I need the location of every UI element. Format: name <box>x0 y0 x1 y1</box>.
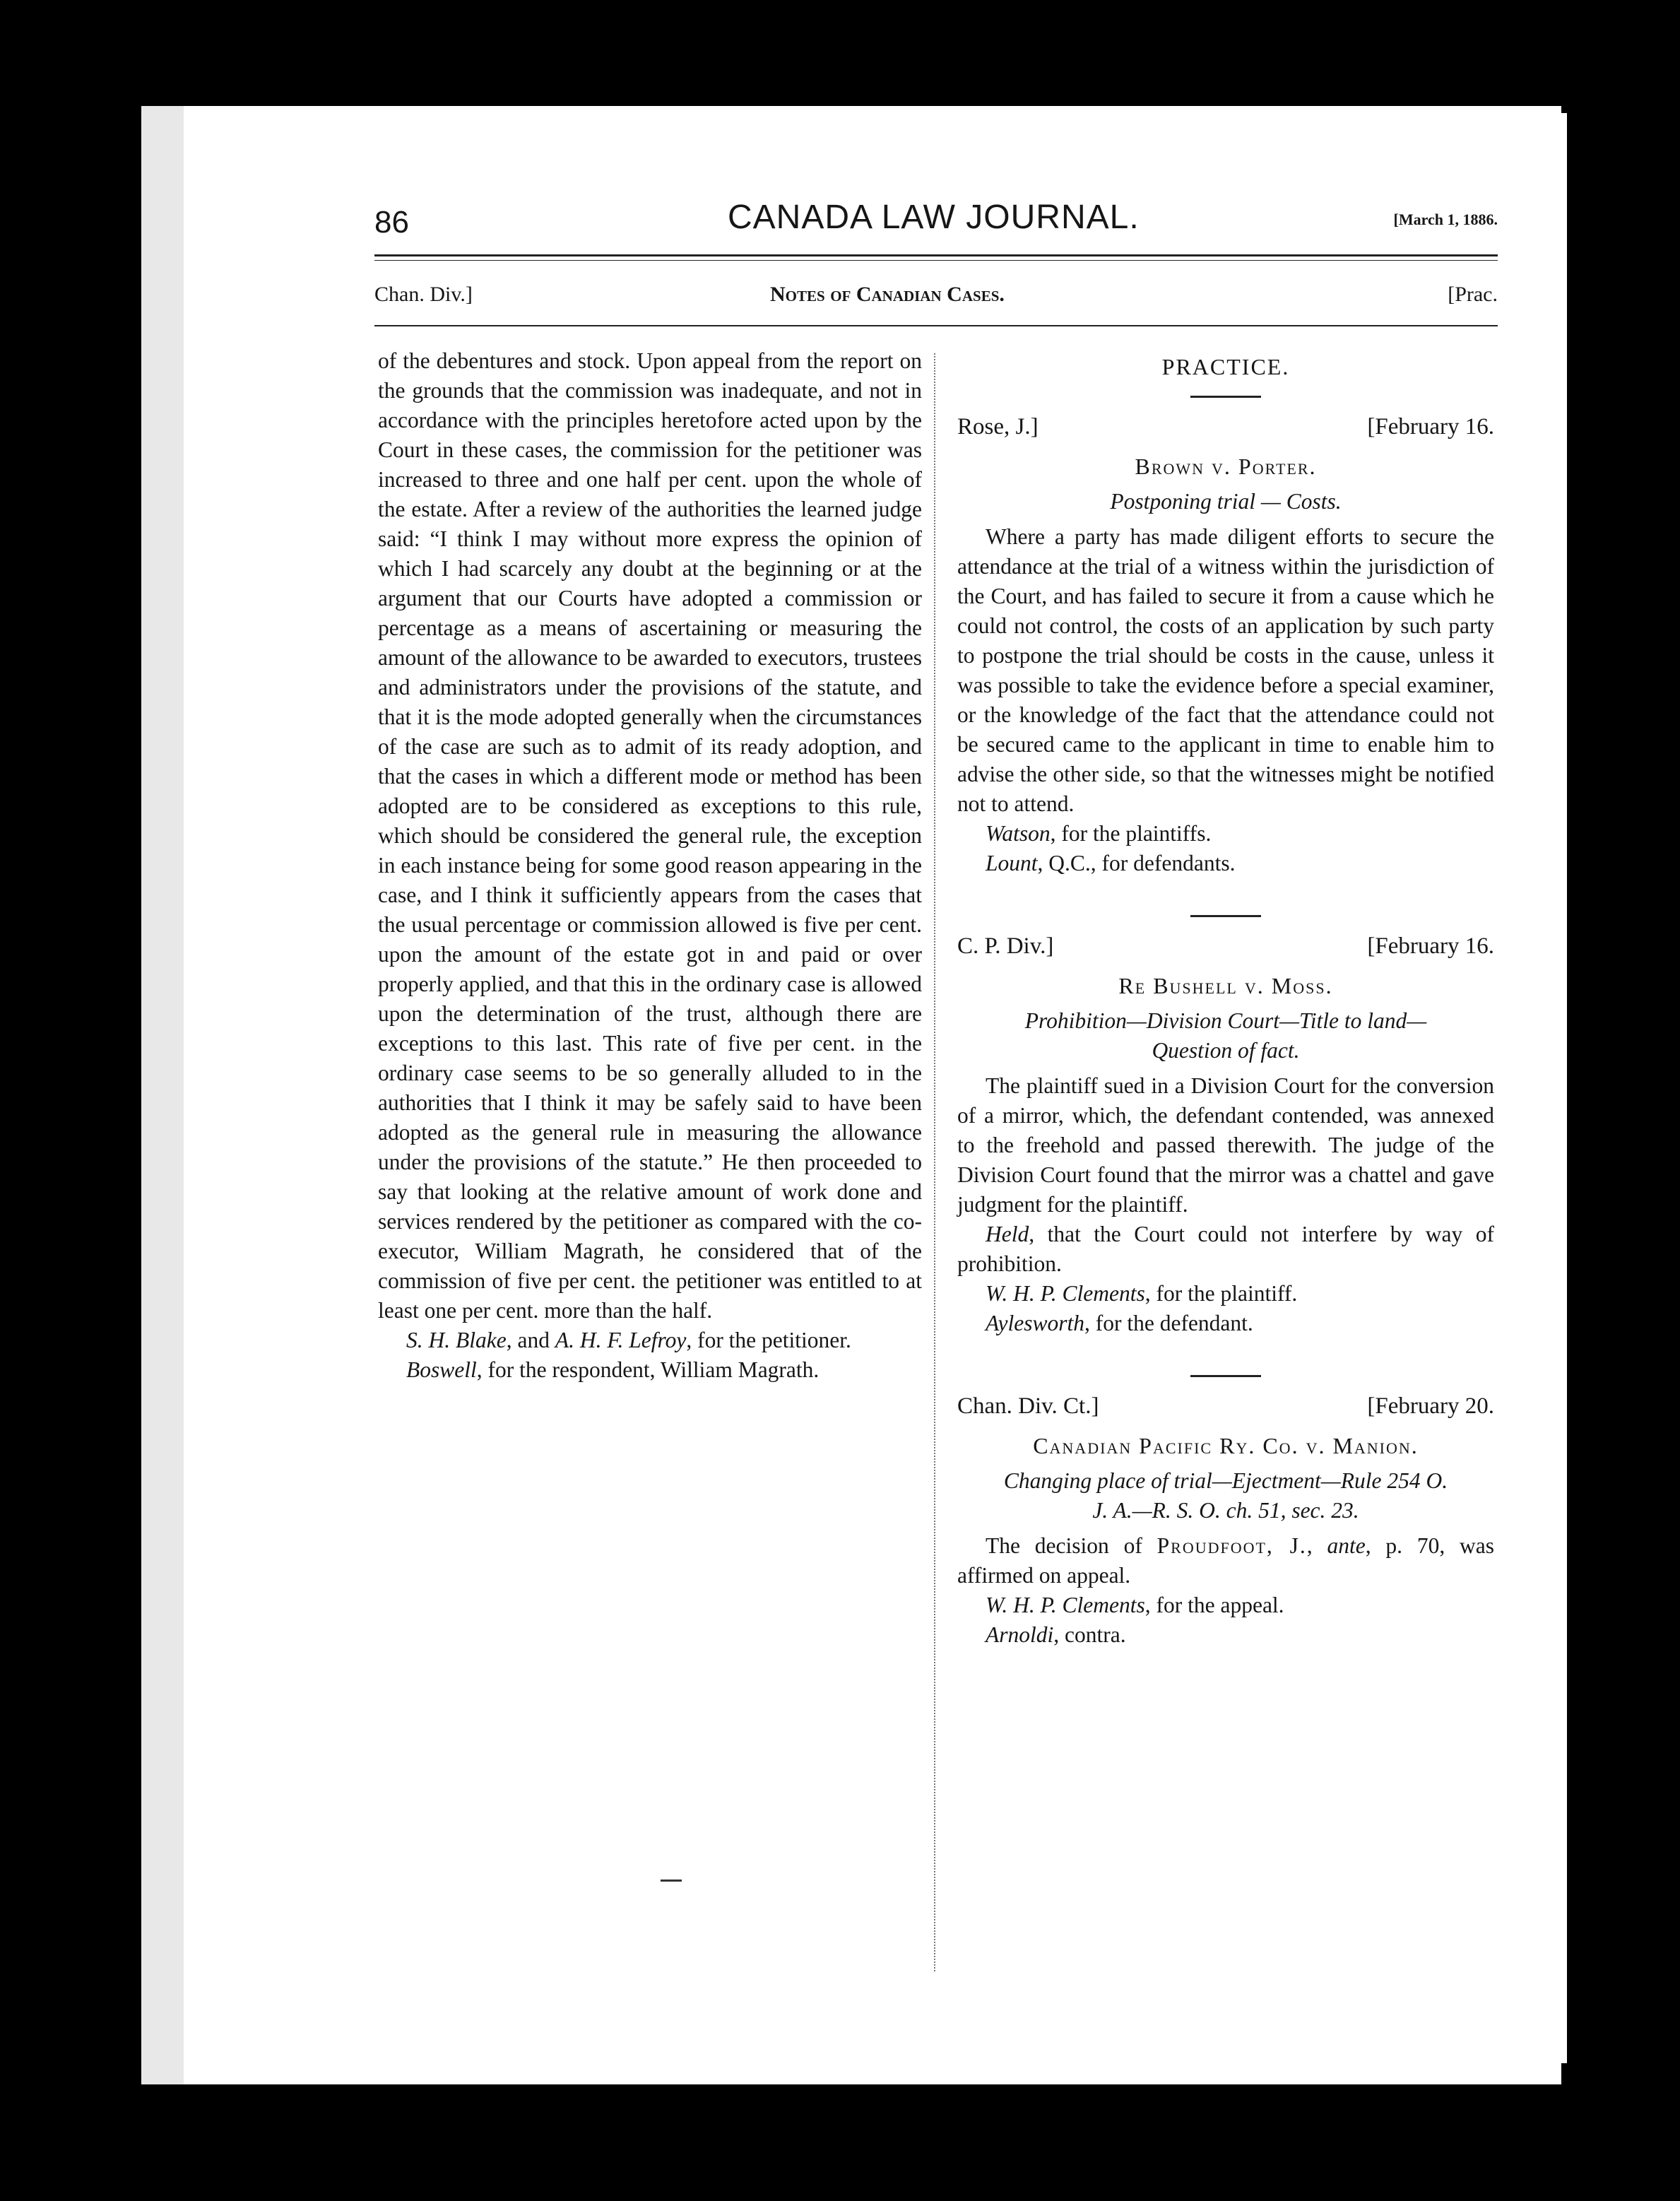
held-word: Held <box>986 1222 1029 1246</box>
counsel-line <box>957 1309 1494 1338</box>
issue-date: [March 1, 1886. <box>1393 211 1498 228</box>
ante-word: ante <box>1327 1533 1366 1558</box>
scan-border-right <box>1567 0 1680 2201</box>
page-number: 86 <box>374 205 409 240</box>
edge-fragment: th <box>1625 1480 1648 1509</box>
running-head-right: [Prac. <box>1448 283 1498 306</box>
column-end-mark <box>661 1880 682 1882</box>
counsel-name: Aylesworth <box>986 1311 1084 1335</box>
case-date: [February 16. <box>1367 933 1494 959</box>
counsel-role: , for the petitioner. <box>686 1328 851 1352</box>
edge-fragment: a <box>1625 1516 1638 1545</box>
case-court-line <box>957 931 1494 965</box>
counsel-name: Watson <box>986 821 1051 846</box>
header-rule-thin <box>374 260 1498 261</box>
case-body-text: , p. 70, was affirmed on appeal. <box>957 1533 1494 1588</box>
running-head-left: Chan. Div.] <box>374 283 473 306</box>
left-body-paragraph: of the debentures and stock. Upon appeal from the report on the grounds that the commission was inadequate, and not in accordance with the principles heretofore acted upon by the Court in these cases, the commission for the petitioner was increased to three and one half per cent. upon the whole of the estate. After a review of the authorities the learned judge said: “I think I may without more express the opinion of which I had scarcely any doubt at the beginning or at the argument that our Courts have adopted a commission or percentage as a means of ascertaining or measuring the amount of the allowance to be awarded to executors, trustees and administrators under the provisions of the statute, and that it is the mode adopted generally when the circumstances of the case are such as to admit of its ready adoption, and that the cases in which a different mode or method has been adopted are to be considered as exceptions to this rule, which should be considered the general rule, the exception in each instance being for some good reason appearing in the case, and I think it sufficiently appears from the cases that the usual percentage or commission allowed is five per cent. upon the amount of the estate got in and paid or over properly applied, and that this in the ordinary case is allowed upon the determination of the trust, although there are exceptions to this last. This rate of five per cent. in the ordinary case seems to be so generally alluded to in the authorities that I think it may be safely said to have been adopted as the general rule in measuring the allowance under the provisions of the statute.” He then proceeded to say that looking at the relative amount of work done and services rendered by the petitioner as compared with the co-executor, William Magrath, he considered that of the commission of five per cent. the petitioner was entitled to at least one per cent. more than the half. <box>378 348 922 1323</box>
header-rule-thick <box>374 254 1498 256</box>
case-body <box>957 1531 1494 1591</box>
page-edge-shadow <box>141 106 184 2084</box>
counsel-line <box>957 1279 1494 1309</box>
journal-title: CANADA LAW JOURNAL. <box>728 199 1140 236</box>
case-court-line <box>957 412 1494 446</box>
case-court: Chan. Div. Ct.] <box>957 1393 1099 1419</box>
case-headnote: Changing place of trial—Ejectment—Rule 254 O. <box>1003 1468 1448 1493</box>
edge-fragment: Ca <box>1625 1552 1656 1581</box>
case-separator <box>1190 1375 1261 1377</box>
counsel-name: A. H. F. Lefroy <box>555 1328 687 1352</box>
section-title: PRACTICE. <box>1161 354 1290 379</box>
case-date: [February 16. <box>1367 414 1494 439</box>
judge-name: Proudfoot, J. <box>1157 1533 1307 1558</box>
counsel-name: Arnoldi <box>986 1622 1054 1647</box>
running-head-rule <box>374 325 1498 326</box>
page-header <box>374 198 1498 247</box>
left-column <box>378 346 922 1385</box>
case-body-text: , <box>1306 1533 1327 1558</box>
counsel-role: , for the respondent, William Magrath. <box>476 1357 820 1382</box>
case-body-text: The decision of <box>986 1533 1157 1558</box>
case-separator <box>1190 915 1261 917</box>
next-page-edge-text <box>1625 1343 1656 1584</box>
case-title: Brown v. Porter. <box>1135 454 1317 479</box>
scan-border-top <box>0 0 1680 113</box>
case-court: C. P. Div.] <box>957 933 1054 959</box>
counsel-line <box>957 849 1494 878</box>
right-column <box>957 346 1494 1650</box>
case-headnote: Postponing trial — Costs. <box>1110 489 1342 514</box>
edge-fragment: p <box>1625 1346 1640 1374</box>
case-body: The plaintiff sued in a Division Court for the conversion of a mirror, which, the defendant contended, was annexed to the freehold and passed therewith. The judge of the Division Court found that the mirror was a chattel and gave judgment for the plaintiff. <box>957 1073 1494 1217</box>
case-holding <box>957 1220 1494 1279</box>
case-court-line <box>957 1391 1494 1425</box>
counsel-name: W. H. P. Clements <box>986 1281 1145 1306</box>
held-text: , that the Court could not interfere by way of prohibition. <box>957 1222 1494 1276</box>
counsel-role: , for the appeal. <box>1144 1593 1284 1617</box>
counsel-line <box>957 819 1494 849</box>
counsel-line <box>957 1620 1494 1650</box>
case-title: Canadian Pacific Ry. Co. v. Manion. <box>1033 1433 1419 1458</box>
counsel-join: , and <box>506 1328 555 1352</box>
counsel-line <box>378 1355 922 1385</box>
counsel-role: , for the plaintiff. <box>1144 1281 1298 1306</box>
case-headnote: J. A.—R. S. O. ch. 51, sec. 23. <box>1092 1498 1359 1523</box>
running-head <box>374 283 1498 311</box>
counsel-role: , contra. <box>1053 1622 1126 1647</box>
counsel-name: Boswell <box>406 1357 477 1382</box>
counsel-role: , for the plaintiffs. <box>1050 821 1212 846</box>
column-divider <box>934 353 935 1971</box>
section-dash <box>1190 396 1261 398</box>
counsel-line <box>378 1326 922 1355</box>
counsel-name: S. H. Blake <box>406 1328 507 1352</box>
running-head-center: Notes of Canadian Cases. <box>770 283 1005 306</box>
case-headnote: Prohibition—Division Court—Title to land— <box>1024 1008 1427 1033</box>
case-date: [February 20. <box>1367 1393 1494 1419</box>
counsel-line <box>957 1591 1494 1620</box>
case-body: Where a party has made diligent efforts to secure the attendance at the trial of a witness within the jurisdiction of the Court, and has failed to secure it from a cause which he could not control, the costs of an application by such party to postpone the trial should be costs in the cause, unless it was possible to take the evidence before a special examiner, or the knowledge of the fact that the attendance could not be secured came to the applicant in time to enable him to advise the other side, so that the witnesses might be notified not to attend. <box>957 524 1494 816</box>
counsel-role: , for the defendant. <box>1084 1311 1253 1335</box>
counsel-name: Lount <box>986 851 1038 875</box>
scan-border-left <box>0 0 141 2201</box>
case-headnote: Question of fact. <box>1152 1038 1300 1063</box>
counsel-name: W. H. P. Clements <box>986 1593 1145 1617</box>
case-title: Re Bushell v. Moss. <box>1118 973 1333 998</box>
case-judge: Rose, J.] <box>957 414 1039 439</box>
counsel-role: , Q.C., for defendants. <box>1037 851 1236 875</box>
